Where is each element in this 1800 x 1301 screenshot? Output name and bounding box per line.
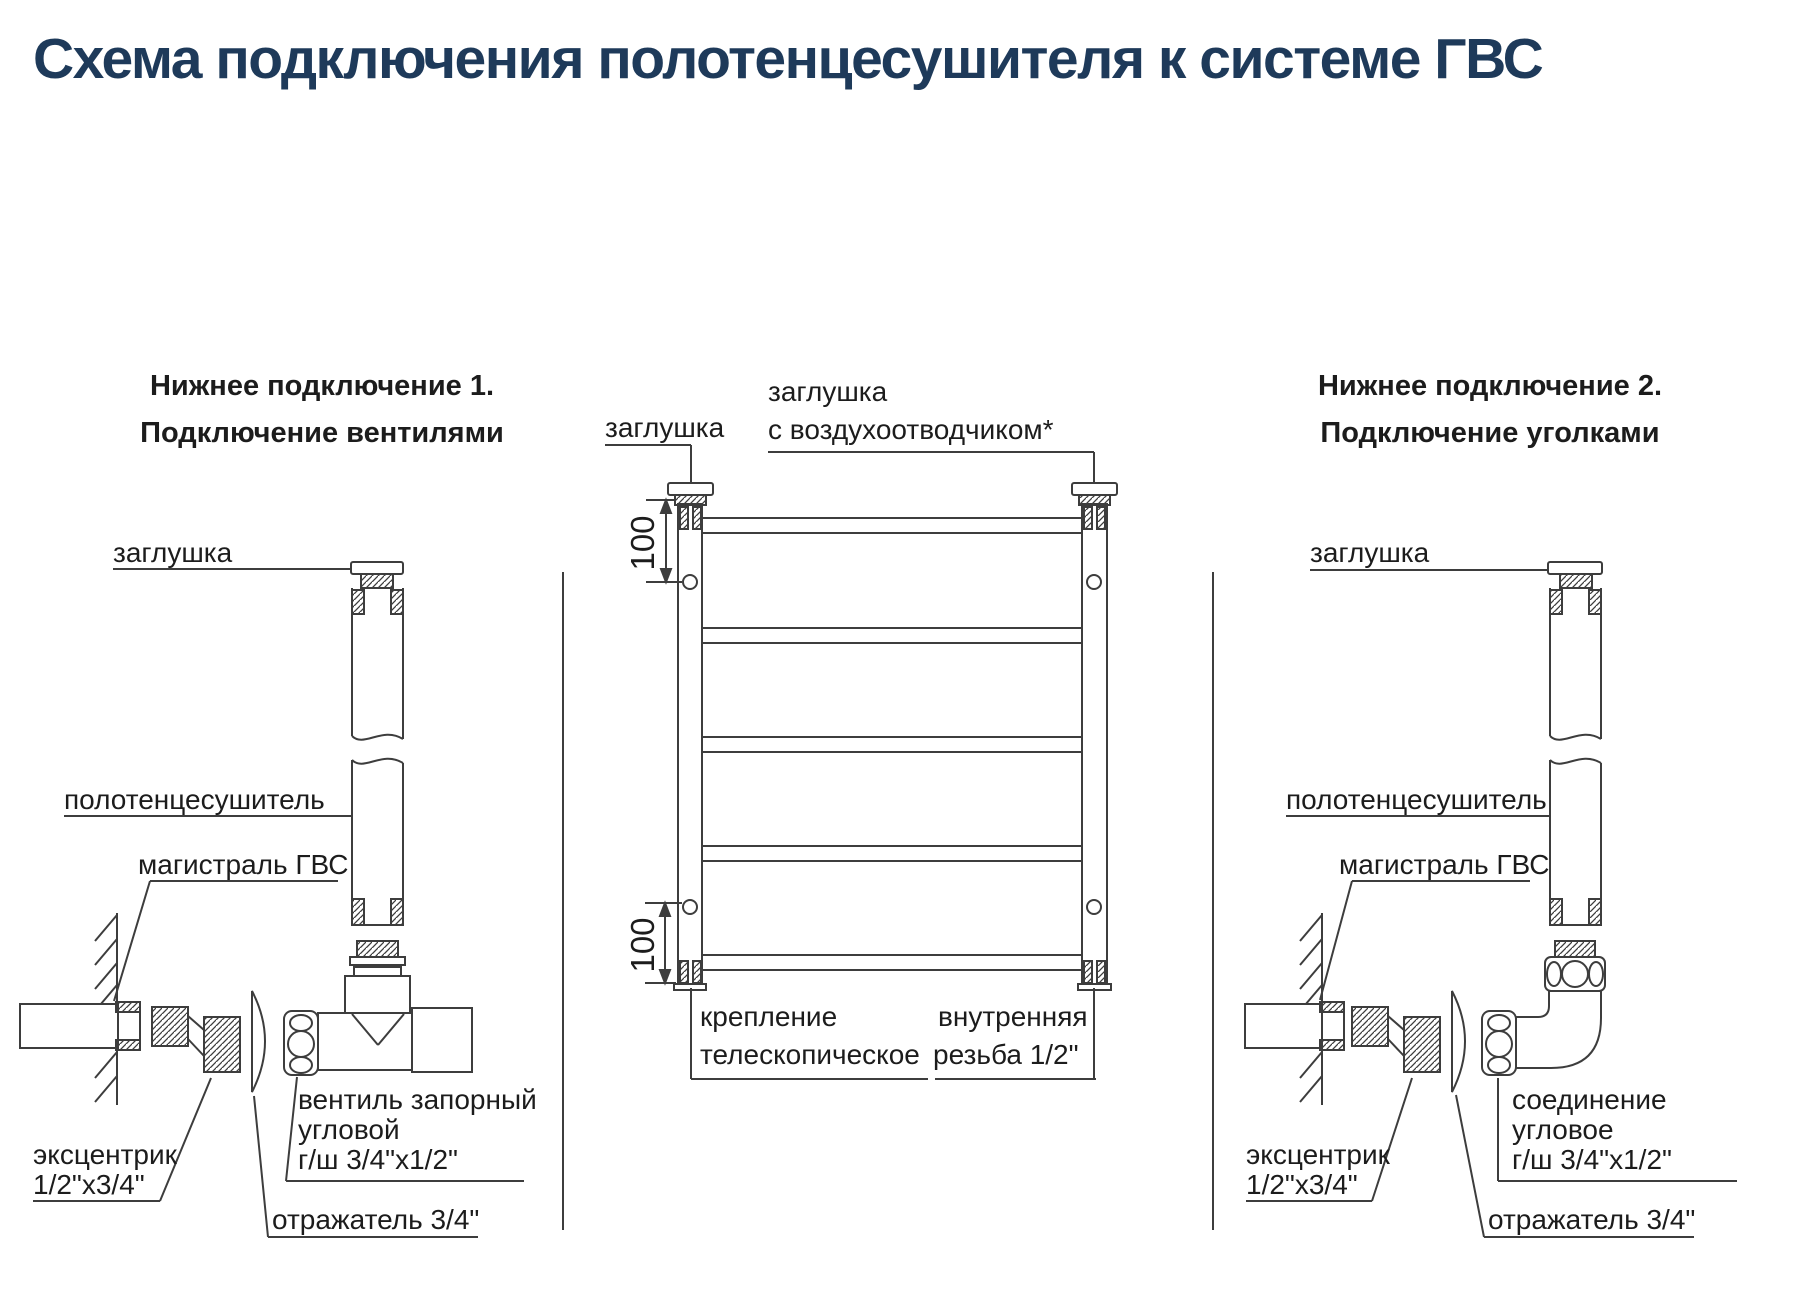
right-eccentric-label-2: 1/2"x3/4": [1246, 1169, 1358, 1200]
middle-cap-label: заглушка: [605, 412, 725, 443]
right-section-heading-2: Подключение уголками: [1320, 417, 1660, 449]
page-title: Схема подключения полотенцесушителя к системе ГВС: [33, 27, 1543, 91]
right-corner-joint-label-3: г/ш 3/4"x1/2": [1512, 1144, 1672, 1175]
right-cap-label: заглушка: [1310, 537, 1430, 568]
left-angle-valve: [318, 941, 472, 1072]
right-towel-rail-pipe: [1550, 588, 1601, 925]
left-valve-label-1: вентиль запорный: [298, 1084, 537, 1115]
left-eccentric-label-1: эксцентрик: [33, 1139, 177, 1170]
left-hot-water-main-label: магистраль ГВС: [138, 849, 349, 880]
left-towel-rail-pipe: [352, 588, 403, 925]
left-label-leaders: [33, 569, 524, 1237]
left-section-heading-2: Подключение вентилями: [140, 417, 504, 449]
right-main-pipe-stub: [1245, 1002, 1344, 1050]
left-connection-drawing: [20, 562, 524, 1237]
right-hot-water-main-label: магистраль ГВС: [1339, 849, 1550, 880]
right-cap: [1548, 562, 1602, 588]
bottom-dimension-100: 100: [624, 917, 661, 973]
right-label-leaders: [1246, 570, 1737, 1237]
right-corner-joint-label-2: угловое: [1512, 1114, 1614, 1145]
right-eccentric-label-1: эксцентрик: [1246, 1139, 1390, 1170]
top-dimension-100: 100: [624, 515, 661, 571]
left-eccentric: [152, 1007, 240, 1072]
towel-rail-rungs: [702, 518, 1082, 970]
left-cap: [351, 562, 403, 588]
thread-label-2: резьба 1/2": [933, 1039, 1079, 1070]
left-cap-label: заглушка: [113, 537, 233, 568]
bracket-label-1: крепление: [700, 1001, 838, 1032]
right-reflector-label: отражатель 3/4": [1488, 1204, 1696, 1235]
right-eccentric: [1352, 1007, 1440, 1072]
left-towel-rail-label: полотенцесушитель: [64, 784, 325, 815]
mounting-holes: [683, 575, 1101, 914]
right-reflector: [1452, 991, 1465, 1092]
left-section-heading-1: Нижнее подключение 1.: [149, 370, 495, 402]
left-eccentric-label-2: 1/2"x3/4": [33, 1169, 145, 1200]
right-section-heading-1: Нижнее подключение 2.: [1317, 370, 1663, 402]
bracket-label-2: телескопическое: [700, 1039, 920, 1070]
towel-rail-front-view: [605, 445, 1117, 1079]
left-reflector: [252, 991, 265, 1092]
rail-cap-right-air-vent: [1072, 483, 1117, 505]
right-corner-joint: [1482, 941, 1605, 1075]
left-valve-label-2: угловой: [298, 1114, 400, 1145]
right-corner-joint-label-1: соединение: [1512, 1084, 1667, 1115]
rail-cap-left: [668, 483, 713, 505]
left-valve-label-3: г/ш 3/4"x1/2": [298, 1144, 458, 1175]
thread-label-1: внутренняя: [938, 1001, 1088, 1032]
rail-pipe-threads: [680, 507, 1105, 983]
right-connection-drawing: [1245, 562, 1737, 1237]
right-towel-rail-label: полотенцесушитель: [1286, 784, 1547, 815]
air-vent-cap-label-2: с воздухоотводчиком*: [768, 414, 1054, 445]
air-vent-cap-label-1: заглушка: [768, 376, 888, 407]
left-union-nut: [284, 1011, 318, 1075]
left-reflector-label: отражатель 3/4": [272, 1204, 480, 1235]
left-main-pipe-stub: [20, 1002, 140, 1050]
